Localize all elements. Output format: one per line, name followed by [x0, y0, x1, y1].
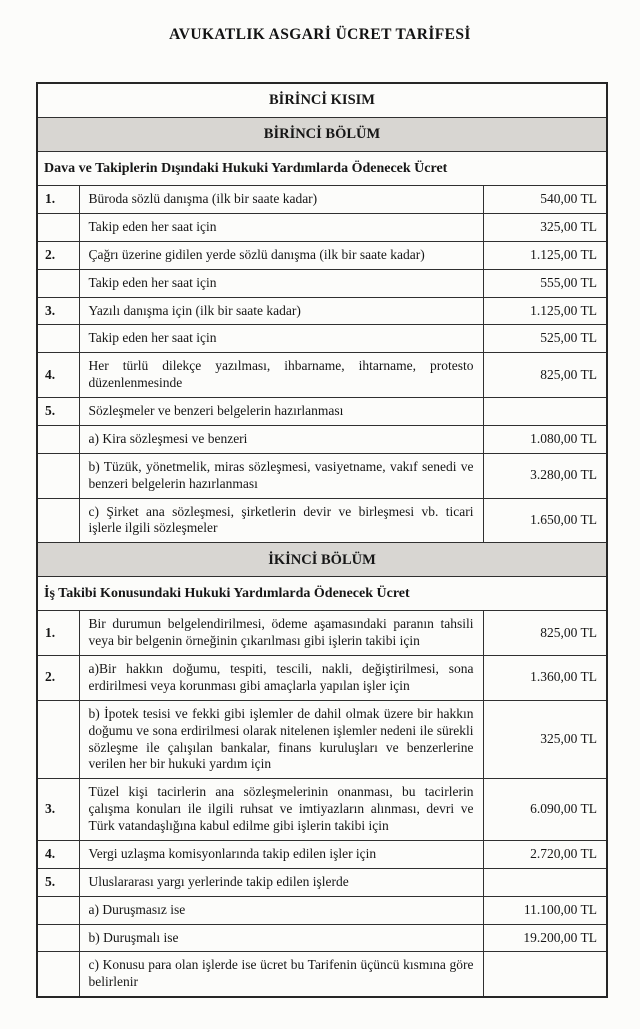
row-number-cell — [37, 269, 79, 297]
fee-cell: 325,00 TL — [483, 700, 607, 779]
row-number-cell: 5. — [37, 398, 79, 426]
row-number-cell — [37, 425, 79, 453]
table-row — [37, 952, 607, 997]
row-number-cell — [37, 952, 79, 997]
tariff-table — [36, 82, 608, 998]
table-row — [37, 779, 607, 841]
section-title-row — [37, 577, 607, 611]
row-number-cell: 1. — [37, 186, 79, 214]
row-number-cell — [37, 700, 79, 779]
fee-cell: 825,00 TL — [483, 353, 607, 398]
fee-cell: 3.280,00 TL — [483, 453, 607, 498]
row-number-cell: 3. — [37, 779, 79, 841]
service-description-cell: c) Konusu para olan işlerde ise ücret bu Tarifenin üçüncü kısmına göre belirlenir — [79, 952, 483, 997]
service-description-cell: a) Kira sözleşmesi ve benzeri — [79, 425, 483, 453]
table-row — [37, 269, 607, 297]
service-description-cell: c) Şirket ana sözleşmesi, şirketlerin devir ve birleşmesi vb. ticari işlerle ilgili sözleşmeler — [79, 498, 483, 543]
fee-cell: 325,00 TL — [483, 213, 607, 241]
service-description-cell: Sözleşmeler ve benzeri belgelerin hazırlanması — [79, 398, 483, 426]
row-number-cell — [37, 896, 79, 924]
row-number-cell: 2. — [37, 656, 79, 701]
service-description-cell: a) Duruşmasız ise — [79, 896, 483, 924]
service-description-cell: b) İpotek tesisi ve fekki gibi işlemler de dahil olmak üzere bir hakkın doğumu ve sona erdirilmesi olarak nitelenen işlemler nedeni ile sürekli sözleşme ile çalışılan bankalar, finans kuruluşları ve benzerlerine verilen her bir hukuki yardım için — [79, 700, 483, 779]
row-number-cell — [37, 213, 79, 241]
row-number-cell: 3. — [37, 297, 79, 325]
fee-cell: 11.100,00 TL — [483, 896, 607, 924]
fee-cell: 555,00 TL — [483, 269, 607, 297]
service-description-cell: Her türlü dilekçe yazılması, ihbarname, ihtarname, protesto düzenlenmesinde — [79, 353, 483, 398]
service-description-cell: Tüzel kişi tacirlerin ana sözleşmelerinin onanması, bu tacirlerin çalışma konuları ile ilgili ruhsat ve imtiyazların alınması, devri ve Türk vatandaşlığına kabul edilme gibi işlerin takibi için — [79, 779, 483, 841]
chapter-header-row — [37, 118, 607, 152]
service-description-cell: a)Bir hakkın doğumu, tespiti, tescili, nakli, değiştirilmesi, sona erdirilmesi veya korunması gibi amaçlarla yapılan işler için — [79, 656, 483, 701]
service-description-cell: Çağrı üzerine gidilen yerde sözlü danışma (ilk bir saate kadar) — [79, 241, 483, 269]
table-row — [37, 241, 607, 269]
tariff-table-body — [37, 83, 607, 997]
row-number-cell: 1. — [37, 611, 79, 656]
fee-cell: 19.200,00 TL — [483, 924, 607, 952]
service-description-cell: Takip eden her saat için — [79, 269, 483, 297]
row-number-cell — [37, 453, 79, 498]
section-header-cell: İş Takibi Konusundaki Hukuki Yardımlarda Ödenecek Ücret — [37, 577, 607, 611]
row-number-cell — [37, 498, 79, 543]
fee-cell — [483, 398, 607, 426]
service-description-cell: Vergi uzlaşma komisyonlarında takip edilen işler için — [79, 840, 483, 868]
page-title: AVUKATLIK ASGARİ ÜCRET TARİFESİ — [169, 26, 471, 43]
section-header-cell: Dava ve Takiplerin Dışındaki Hukuki Yardımlarda Ödenecek Ücret — [37, 152, 607, 186]
table-row — [37, 611, 607, 656]
fee-cell: 1.125,00 TL — [483, 241, 607, 269]
table-row — [37, 924, 607, 952]
table-row — [37, 353, 607, 398]
fee-cell — [483, 952, 607, 997]
table-row — [37, 700, 607, 779]
service-description-cell: b) Tüzük, yönetmelik, miras sözleşmesi, vasiyetname, vakıf senedi ve benzeri belgelerin hazırlanması — [79, 453, 483, 498]
table-row — [37, 896, 607, 924]
table-row — [37, 325, 607, 353]
table-row — [37, 498, 607, 543]
fee-cell: 1.080,00 TL — [483, 425, 607, 453]
part-header-cell: BİRİNCİ KISIM — [37, 83, 607, 118]
row-number-cell: 4. — [37, 840, 79, 868]
row-number-cell — [37, 924, 79, 952]
fee-cell: 2.720,00 TL — [483, 840, 607, 868]
fee-cell: 1.360,00 TL — [483, 656, 607, 701]
fee-cell: 6.090,00 TL — [483, 779, 607, 841]
chapter-header-row — [37, 543, 607, 577]
table-row — [37, 840, 607, 868]
service-description-cell: Uluslararası yargı yerlerinde takip edilen işlerde — [79, 868, 483, 896]
table-row — [37, 213, 607, 241]
chapter-header-cell: BİRİNCİ BÖLÜM — [37, 118, 607, 152]
part-header-row — [37, 83, 607, 118]
table-row — [37, 297, 607, 325]
row-number-cell — [37, 325, 79, 353]
chapter-header-cell: İKİNCİ BÖLÜM — [37, 543, 607, 577]
row-number-cell: 5. — [37, 868, 79, 896]
section-title-row — [37, 152, 607, 186]
fee-cell: 1.650,00 TL — [483, 498, 607, 543]
service-description-cell: Bir durumun belgelendirilmesi, ödeme aşamasındaki paranın tahsili veya bir belgenin örneğinin çıkarılması gibi işlerin takibi için — [79, 611, 483, 656]
fee-cell: 525,00 TL — [483, 325, 607, 353]
row-number-cell: 2. — [37, 241, 79, 269]
table-row — [37, 453, 607, 498]
fee-cell: 540,00 TL — [483, 186, 607, 214]
table-row — [37, 398, 607, 426]
fee-cell — [483, 868, 607, 896]
table-row — [37, 868, 607, 896]
fee-cell: 1.125,00 TL — [483, 297, 607, 325]
table-row — [37, 425, 607, 453]
service-description-cell: Yazılı danışma için (ilk bir saate kadar) — [79, 297, 483, 325]
service-description-cell: b) Duruşmalı ise — [79, 924, 483, 952]
fee-cell: 825,00 TL — [483, 611, 607, 656]
row-number-cell: 4. — [37, 353, 79, 398]
service-description-cell: Büroda sözlü danışma (ilk bir saate kadar) — [79, 186, 483, 214]
service-description-cell: Takip eden her saat için — [79, 213, 483, 241]
service-description-cell: Takip eden her saat için — [79, 325, 483, 353]
table-row — [37, 186, 607, 214]
table-row — [37, 656, 607, 701]
